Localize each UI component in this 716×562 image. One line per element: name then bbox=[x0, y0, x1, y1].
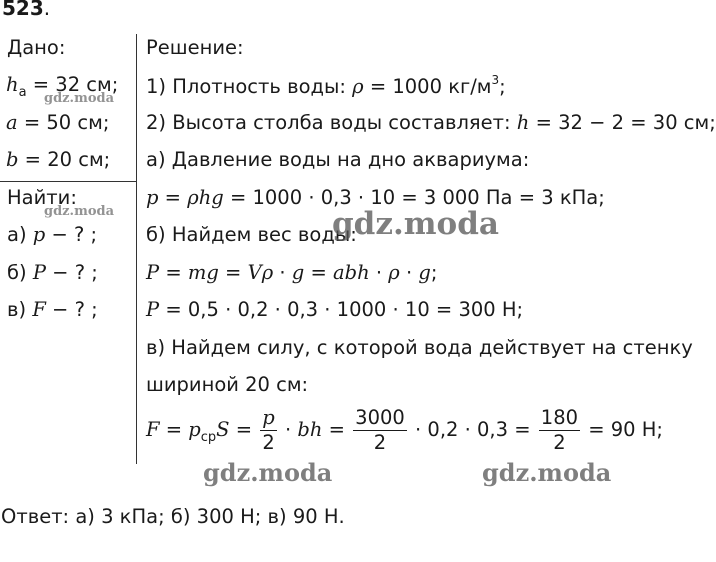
find-header: Найти: bbox=[7, 186, 77, 209]
watermark-bottom-1: gdz.moda bbox=[203, 458, 333, 487]
watermark-small-1: gdz.moda bbox=[44, 91, 115, 106]
given-b: b = 20 см; bbox=[6, 148, 111, 171]
fraction-3000-2: $\frac{3000}{2}$ bbox=[355, 406, 405, 454]
solution-line-density: 1) Плотность воды: ρ = 1000 $кг/м^3$; bbox=[146, 73, 506, 98]
find-item-force: в) F − ? ; bbox=[7, 298, 98, 321]
solution-line-pressure-formula: p = ρhg = 1000 · 0,3 · 10 = 3 000 Па = 3 кПа; bbox=[146, 186, 605, 209]
solution-line-weight-value: P = 0,5 · 0,2 · 0,3 · 1000 · 10 = 300 Н; bbox=[146, 298, 524, 321]
solution-line-pressure-title: а) Давление воды на дно аквариума: bbox=[146, 148, 530, 171]
fraction-p-half: $\frac{p}{2}$ bbox=[262, 406, 275, 454]
watermark-big: gdz.moda bbox=[332, 206, 499, 242]
solution-header: Решение: bbox=[146, 36, 244, 59]
vertical-divider bbox=[136, 34, 137, 464]
fraction-180-2: $\frac{180}{2}$ bbox=[540, 406, 579, 454]
find-item-pressure: а) p − ? ; bbox=[7, 223, 98, 246]
solution-line-weight-formula: P = mg = Vρ · g = abh · ρ · g; bbox=[146, 261, 438, 284]
solution-line-height: 2) Высота столба воды составляет: h = 32 − 2 = 30 см; bbox=[146, 111, 716, 134]
solution-line-force-title: в) Найдем силу, с которой вода действует на стенку bbox=[146, 336, 693, 359]
horizontal-divider bbox=[0, 181, 136, 182]
watermark-small-2: gdz.moda bbox=[44, 204, 115, 219]
solution-line-weight-title: б) Найдем вес воды: bbox=[146, 223, 357, 246]
answer-line: Ответ: а) 3 кПа; б) 300 Н; в) 90 Н. bbox=[1, 505, 345, 528]
find-item-weight: б) P − ? ; bbox=[7, 261, 98, 284]
given-a: a = 50 см; bbox=[6, 111, 110, 134]
given-h: $h_а = 32$ см; bbox=[6, 73, 119, 100]
solution-line-force-formula: $F = p_{ср}S$ = $\frac{p}{2}$ · bh = $\frac{3000}{2}$ · 0,2 · 0,3 = $\frac{180}{2}$ = 90 Н; bbox=[146, 406, 664, 454]
problem-number: 523. bbox=[2, 0, 51, 20]
given-header: Дано: bbox=[7, 36, 66, 59]
watermark-bottom-2: gdz.moda bbox=[482, 458, 612, 487]
solution-line-force-width: шириной 20 см: bbox=[146, 373, 309, 396]
